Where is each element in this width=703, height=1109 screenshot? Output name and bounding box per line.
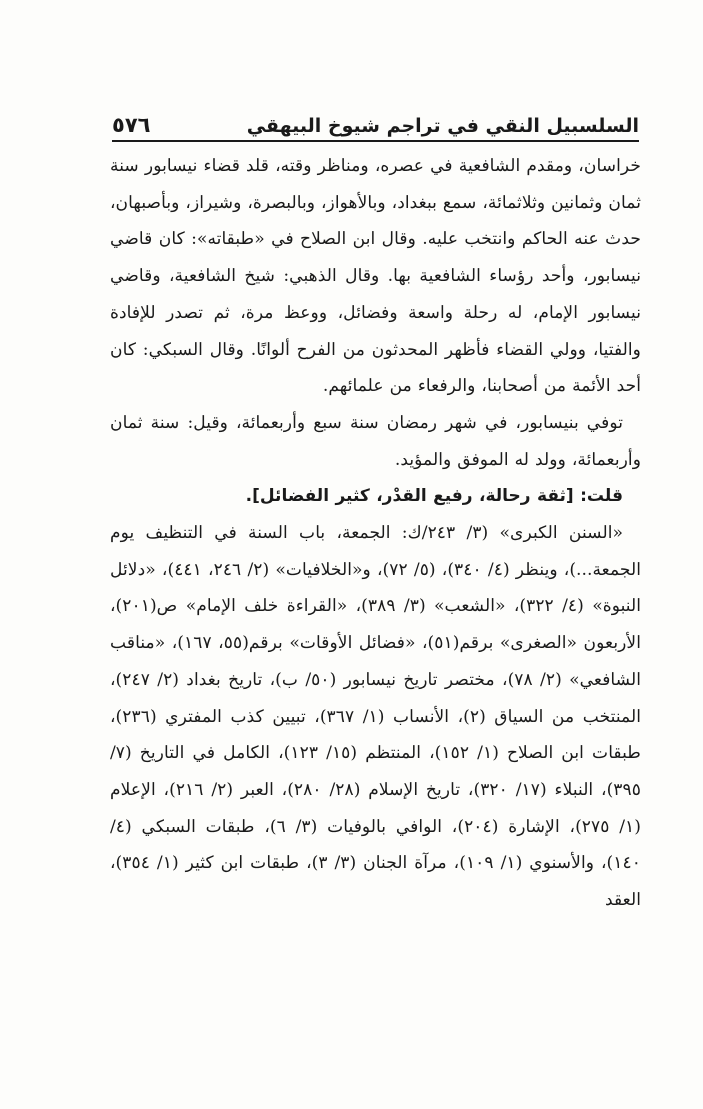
death-paragraph: توفي بنيسابور، في شهر رمضان سنة سبع وأربعمائة، وقيل: سنة ثمان وأربعمائة، وولد له الموفق والمؤيد. <box>110 412 641 470</box>
page-body <box>110 148 641 919</box>
verdict-paragraph: قلت: [ثقة رحالة، رفيع القدْر، كثير الفضائل]. <box>245 486 623 507</box>
sources-paragraph: «السنن الكبرى» (٣/ ٢٤٣/ك: الجمعة، باب السنة في التنظيف يوم الجمعة...)، وينظر (٤/ ٣٤٠)، (٥/ ٧٢)، و«الخلافيات» (٢/ ٢٤٦، ٤٤١)، «دلائل النبوة» (٤/ ٣٢٢)، «الشعب» (٣/ ٣٨٩)، «القراءة خلف الإمام» ص(٢٠١)، الأربعون «الصغرى» برقم(٥١)، «فضائل الأوقات» برقم(٥٥، ١٦٧)، «مناقب الشافعي» (٢/ ٧٨)، مختصر تاريخ نيسابور (٥٠/ ب)، تاريخ بغداد (٢/ ٢٤٧)، المنتخب من السياق (٢)، الأنساب (١/ ٣٦٧)، تبيين كذب المفتري (٢٣٦)، طبقات ابن الصلاح (١/ ١٥٢)، المنتظم (١٥/ ١٢٣)، الكامل في التاريخ (٧/ ٣٩٥)، النبلاء (١٧/ ٣٢٠)، تاريخ الإسلام (٢٨/ ٢٨٠)، العبر (٢/ ٢١٦)، الإعلام (١/ ٢٧٥)، الإشارة (٢٠٤)، الوافي بالوفيات (٣/ ٦)، طبقات السبكي (٤/ ١٤٠)، والأسنوي (١/ ١٠٩)، مرآة الجنان (٣/ ٣)، طبقات ابن كثير (١/ ٣٥٤)، العقد <box>110 523 642 911</box>
biography-paragraph: خراسان، ومقدم الشافعية في عصره، ومناظر وقته، قلد قضاء نيسابور سنة ثمان وثمانين وثلاثمائة، سمع ببغداد، وبالأهواز، وبالبصرة، وشيراز، وبأصبهان، حدث عنه الحاكم وانتخب عليه. وقال ابن الصلاح في «طبقاته»: كان قاضي نيسابور، وأحد رؤساء الشافعية بها. وقال الذهبي: شيخ الشافعية، وقاضي نيسابور الإمام، له رحلة واسعة وفضائل، ووعظ مرة، ثم تصدر للإفادة والفتيا، وولي القضاء فأظهر المحدثون من الفرح ألوانًا. وقال السبكي: كان أحد الأئمة من أصحابنا، والرفعاء من علمائهم. <box>110 156 641 397</box>
running-title: السلسبيل النقي في تراجم شيوخ البيهقي <box>246 115 639 137</box>
page-number: ٥٧٦ <box>112 113 151 137</box>
running-header <box>112 104 639 142</box>
